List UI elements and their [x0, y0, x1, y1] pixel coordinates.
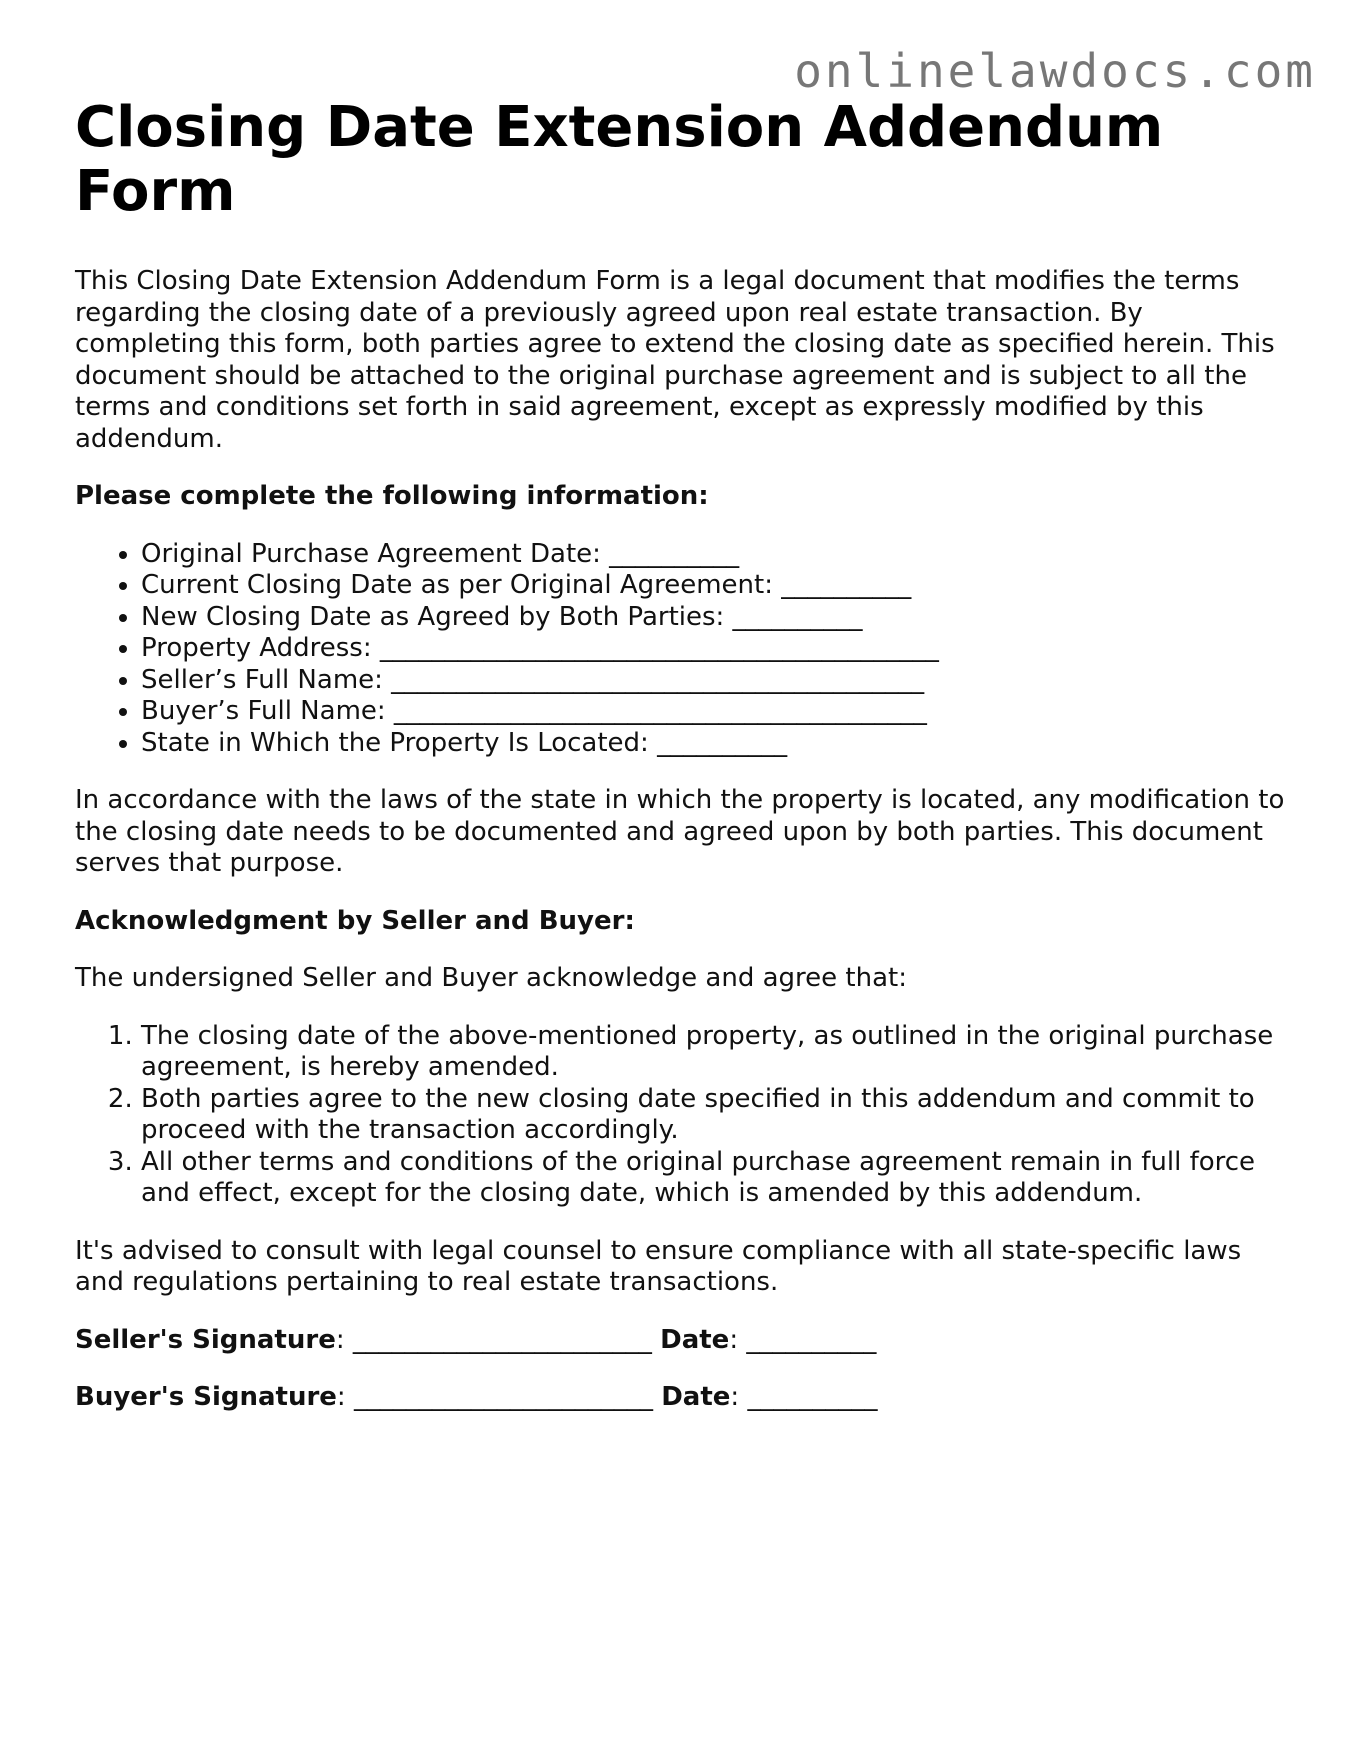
info-item-seller-name: • Seller’s Full Name: _________________________________________: [141, 665, 1290, 697]
ack-item: 1. The closing date of the above-mentioned property, as outlined in the original purchase agreement, is hereby amended.: [141, 1021, 1290, 1084]
info-item-new-closing-date: • New Closing Date as Agreed by Both Parties: __________: [141, 602, 1290, 634]
seller-date-blank: : __________: [729, 1324, 877, 1355]
document-page: [75, 96, 1290, 1440]
buyer-date-blank: : __________: [730, 1382, 878, 1412]
info-list: [75, 539, 1290, 760]
seller-signature-blank: : _______________________: [335, 1324, 661, 1355]
info-item-original-date: • Original Purchase Agreement Date: __________: [141, 539, 1290, 571]
buyer-signature-blank: : _______________________: [336, 1382, 662, 1412]
buyer-signature-line: [75, 1382, 1290, 1414]
buyer-signature-label: Buyer's Signature: [75, 1382, 337, 1412]
ack-list: [75, 1021, 1290, 1210]
ack-item: 2. Both parties agree to the new closing date specified in this addendum and commit to proceed with the transaction accordingly.: [141, 1084, 1290, 1147]
info-item-state: • State in Which the Property Is Located: __________: [141, 728, 1290, 760]
ack-heading: Acknowledgment by Seller and Buyer:: [75, 905, 635, 936]
info-item-buyer-name: • Buyer’s Full Name: _________________________________________: [141, 696, 1290, 728]
site-watermark: onlinelawdocs.com: [794, 44, 1316, 98]
buyer-date-label: Date: [661, 1382, 731, 1412]
info-heading: Please complete the following information:: [75, 481, 709, 511]
intro-paragraph: This Closing Date Extension Addendum Form is a legal document that modifies the terms regarding the closing date of a previously agreed upon real estate transaction. By completing this form, both parties agree to extend the closing date as specified herein. This document should be attached to the original purchase agreement and is subject to all the terms and conditions set forth in said agreement, except as expressly modified by this addendum.: [75, 266, 1275, 454]
seller-date-label: Date: [660, 1324, 730, 1355]
ack-item: 3. All other terms and conditions of the original purchase agreement remain in full force and effect, except for the closing date, which is amended by this addendum.: [141, 1147, 1290, 1210]
info-item-current-closing-date: • Current Closing Date as per Original Agreement: __________: [141, 570, 1290, 602]
seller-signature-label: Seller's Signature: [75, 1324, 336, 1355]
seller-signature-line: [75, 1325, 1290, 1357]
page-title: Closing Date Extension Addendum Form: [75, 95, 1164, 224]
laws-paragraph: In accordance with the laws of the state in which the property is located, any modification to the closing date needs to be documented and agreed upon by both parties. This document serves that purpose.: [75, 785, 1285, 878]
ack-intro: The undersigned Seller and Buyer acknowledge and agree that:: [75, 963, 907, 993]
advice-paragraph: It's advised to consult with legal counsel to ensure compliance with all state-specific laws and regulations pertaining to real estate transactions.: [75, 1235, 1242, 1297]
info-item-property-address: • Property Address: ___________________________________________: [141, 633, 1290, 665]
